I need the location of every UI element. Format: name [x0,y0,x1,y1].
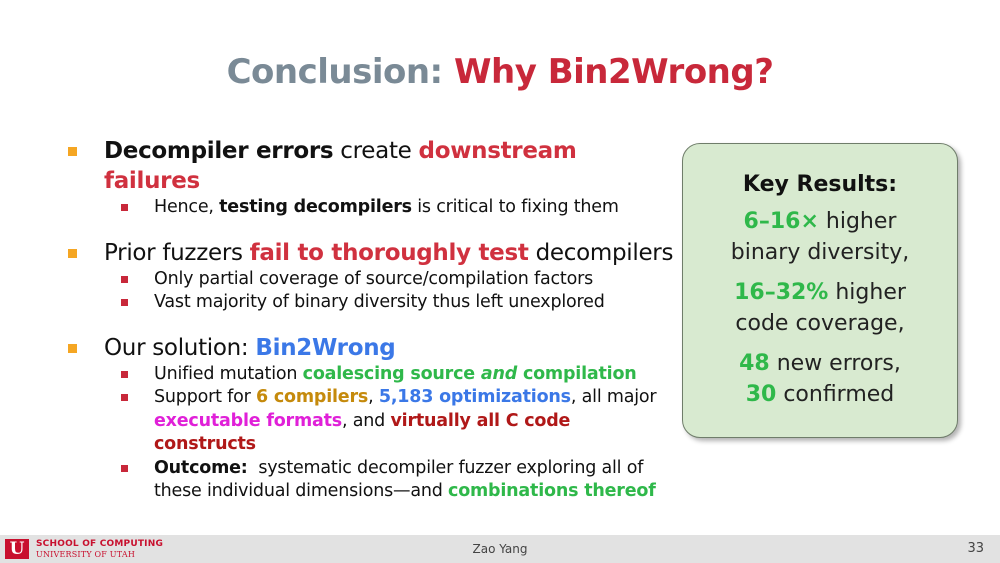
blue-highlight: 5,183 optimizations [378,387,571,407]
bold-text: Outcome: [154,457,248,478]
result-number: 48 [739,351,770,376]
key-results-title: Key Results: [742,172,898,197]
bold-text: testing decompilers [219,197,412,217]
bullet-decompiler-errors [66,136,676,196]
text: Support for [154,387,256,407]
bullet-square-icon [68,344,77,353]
result-text: higher [828,280,906,305]
footer-bar [0,535,1000,563]
text: Only partial coverage of source/compilation factors [154,268,593,289]
sub-bullet-unified-mutation [66,363,676,387]
slide-title [0,52,1000,92]
result-code-coverage [683,277,957,339]
red-highlight: downstream failures [104,138,577,194]
text: , all major [570,387,657,407]
text: systematic decompiler fuzzer exploring all of [247,457,644,478]
result-text: binary diversity, [730,240,910,265]
title-prefix: Conclusion: [226,52,443,92]
green-italic: and [480,363,518,384]
text: , and [342,410,391,431]
result-number: 16–32% [734,280,829,305]
title-highlight: Why Bin2Wrong? [454,52,774,92]
blue-highlight: Bin2Wrong [255,334,396,361]
sub-bullet-square-icon [121,299,128,306]
text: these individual dimensions—and [154,481,449,501]
sub-bullet-testing [66,196,676,220]
sub-bullet-outcome [66,457,676,504]
green-highlight: combinations thereof [448,481,656,501]
text: Hence, [154,197,220,217]
text: is critical to fixing them [411,197,619,217]
darkred-highlight: virtually all C code constructs [154,410,571,454]
author-name: Zao Yang [472,542,528,556]
school-name: SCHOOL OF COMPUTING [36,539,164,549]
text: decompilers [528,239,674,266]
page-number: 33 [967,541,984,556]
result-text: new errors, [769,351,901,376]
sub-bullet-partial-coverage [66,268,676,292]
bullet-square-icon [68,249,77,258]
green-highlight: coalescing source [302,363,481,384]
bullet-list [66,136,676,504]
text: , [368,387,379,407]
text: Unified mutation [154,363,303,384]
result-text: code coverage, [735,311,905,336]
sub-bullet-square-icon [121,465,128,472]
key-results-box [682,143,958,438]
red-highlight: fail to thoroughly test [249,239,529,266]
magenta-highlight: executable formats [154,410,343,431]
bullet-square-icon [68,147,77,156]
result-text: higher [818,209,897,234]
result-binary-diversity [683,206,957,268]
sub-bullet-square-icon [121,371,128,378]
university-logo-icon: U [5,539,29,559]
bullet-our-solution [66,333,676,363]
bold-text: Decompiler errors [104,138,334,164]
green-highlight: compilation [517,363,637,384]
sub-bullet-support [66,386,676,457]
result-number: 30 [745,382,777,407]
text: Prior fuzzers [104,239,250,266]
text: Vast majority of binary diversity thus left unexplored [154,292,605,312]
result-number: 6–16× [743,209,819,234]
text: create [333,138,419,164]
sub-bullet-unexplored [66,291,676,315]
result-new-errors [683,348,957,410]
sub-bullet-square-icon [121,276,128,283]
sub-bullet-square-icon [121,394,128,401]
bullet-prior-fuzzers [66,238,676,268]
gold-highlight: 6 compilers [255,387,369,407]
text: Our solution: [104,334,256,361]
sub-bullet-square-icon [121,204,128,211]
result-text: confirmed [776,382,895,407]
university-name: UNIVERSITY OF UTAH [36,550,135,559]
